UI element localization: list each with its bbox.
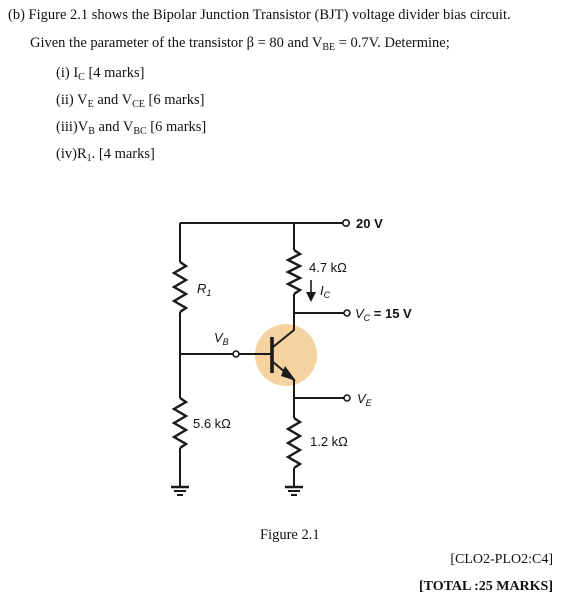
- item-number: (iii): [56, 119, 78, 135]
- given-sub: BE: [322, 42, 336, 53]
- vb-terminal: [233, 351, 239, 357]
- item-symbol-b-sub: BC: [133, 126, 147, 137]
- r2-value-label: 5.6 kΩ: [193, 416, 231, 431]
- item-symbol-b: V: [122, 119, 134, 135]
- total-marks: [TOTAL :25 MARKS]: [418, 579, 553, 594]
- item-mid: .: [91, 146, 96, 162]
- vc-terminal: [344, 310, 350, 316]
- item-marks: [4 marks]: [98, 146, 155, 162]
- item-symbol-a-sub: C: [78, 72, 85, 83]
- item-marks: [6 marks]: [150, 119, 207, 135]
- vc-label: $V_C = 15$ V: [355, 306, 412, 323]
- item-symbol-a: V: [77, 119, 89, 135]
- item-symbol-b-sub: CE: [132, 99, 145, 110]
- intro-text: (b) Figure 2.1 shows the Bipolar Junction Transistor (BJT) voltage divider bias circuit.: [8, 7, 511, 23]
- rc-value-label: 4.7 kΩ: [309, 260, 347, 275]
- given-post: = 0.7V. Determine;: [335, 35, 450, 51]
- r1-label: $R_1$: [197, 281, 212, 298]
- given-pre: Given the parameter of the transistor β = 80 and V: [30, 35, 323, 51]
- item-number: (ii): [56, 92, 74, 108]
- ic-label: $I_C$: [320, 283, 331, 300]
- ground-right-icon: [285, 487, 303, 495]
- re-value-label: 1.2 kΩ: [310, 434, 348, 449]
- re-resistor: [288, 418, 300, 468]
- item-marks: [4 marks]: [88, 65, 145, 81]
- item-symbol-b: V: [121, 92, 133, 108]
- item-symbol-a: V: [77, 92, 88, 108]
- item-symbol-a: R: [76, 146, 87, 162]
- item-marks: [6 marks]: [148, 92, 205, 108]
- clo-reference: [CLO2-PLO2:C4]: [450, 552, 553, 567]
- r1-resistor: [174, 262, 186, 312]
- item-number: (i): [56, 65, 70, 81]
- figure-caption: Figure 2.1: [260, 527, 320, 543]
- r2-resistor: [174, 398, 186, 448]
- item-symbol-a: I: [73, 65, 79, 81]
- rc-resistor: [288, 250, 300, 294]
- vb-label: $V_B$: [214, 330, 229, 347]
- ground-left-icon: [171, 487, 189, 495]
- item-mid: and: [94, 119, 123, 135]
- ve-label: $V_E$: [357, 391, 372, 408]
- item-mid: and: [93, 92, 122, 108]
- item-number: (iv): [56, 146, 77, 162]
- supply-terminal: [343, 220, 349, 226]
- item-symbol-a-sub: B: [88, 126, 95, 137]
- ic-arrow-head: [306, 292, 316, 302]
- supply-label: 20 V: [356, 216, 383, 231]
- item-symbol-a-sub: 1: [86, 153, 92, 164]
- ve-terminal: [344, 395, 350, 401]
- item-symbol-a-sub: E: [87, 99, 94, 110]
